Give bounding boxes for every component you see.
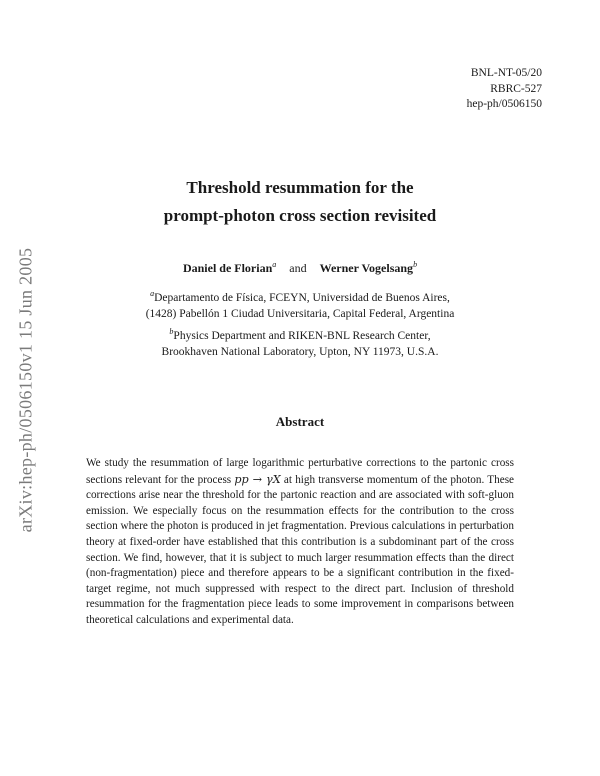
affiliation-mark: b [413, 260, 418, 269]
affiliation-line: Brookhaven National Laboratory, Upton, NY 11973, U.S.A. [161, 346, 439, 358]
affiliation-line: (1428) Pabellón 1 Ciudad Universitaria, Capital Federal, Argentina [145, 308, 455, 320]
abstract-text-part: We study the resummation of large logarithmic perturbative corrections to the partonic cross sections relevant for the process [86, 457, 514, 486]
process-formula: pp → γX [234, 472, 281, 486]
report-number: hep-ph/0506150 [466, 98, 542, 110]
author-name: Daniel de Florian [182, 261, 273, 275]
author-list [0, 261, 600, 276]
affiliation-mark: a [150, 289, 155, 298]
title-line: prompt-photon cross section revisited [163, 206, 437, 225]
report-number: RBRC-527 [490, 82, 542, 95]
affiliation [0, 290, 600, 322]
affiliation-mark: a [272, 260, 277, 269]
affiliation-line: Physics Department and RIKEN-BNL Research Center, [173, 330, 431, 342]
title-line: Threshold resummation for the [186, 178, 414, 197]
authors-separator: and [289, 261, 307, 275]
paper-title [0, 174, 600, 230]
abstract-text-part: at high transverse momentum of the photon. These corrections arise near the threshold for the partonic reaction and are associated with soft-gluon emission. We especially focus on the resummation effects for the contribution to the cross section where the photon is produced in jet fragmentation. Previous calculations in perturbation theory at fixed-order have established that this contribution is a subdominant part of the cross section. We find, however, that it is subject to much larger resummation effects than the direct (non-fragmentation) piece and therefore appears to be a significant contribution in the fixed-target regime, not much suppressed with respect to the direct part. Inclusion of threshold resummation for the fragmentation piece leads to some improvement in comparisons between theoretical calculations and experimental data. [86, 473, 515, 626]
report-number: BNL-NT-05/20 [470, 67, 542, 79]
abstract-text [86, 456, 514, 629]
author-name: Werner Vogelsang [319, 261, 414, 275]
affiliation-line: Departamento de Física, FCEYN, Universidad de Buenos Aires, [154, 292, 450, 304]
abstract-heading: Abstract [275, 414, 325, 429]
report-numbers [467, 66, 542, 113]
affiliation [0, 328, 600, 360]
arxiv-stamp: arXiv:hep-ph/0506150v1 15 Jun 2005 [15, 247, 36, 533]
affiliation-mark: b [169, 327, 174, 336]
